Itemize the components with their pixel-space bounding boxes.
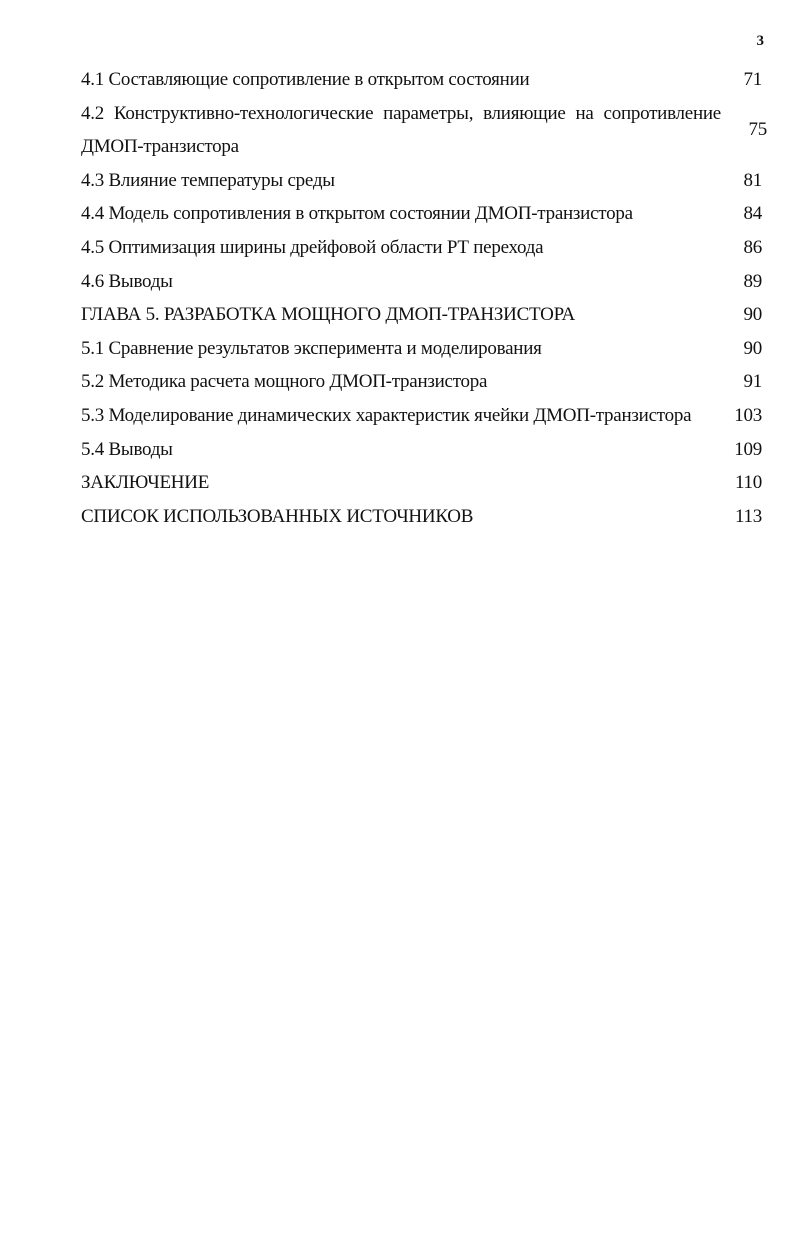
toc-entry-chapter-5 — [81, 298, 762, 332]
toc-entry-title: 4.6 Выводы — [81, 270, 173, 292]
toc-entry-title: 5.3 Моделирование динамических характеристик ячейки ДМОП-транзистора — [81, 404, 692, 426]
toc-entry-page: 90 — [743, 337, 762, 359]
toc-entry-5-2 — [81, 365, 762, 399]
toc-entry-page: 81 — [743, 169, 762, 191]
toc-entry-title: 4.2 Конструктивно-технологические параметры, влияющие на сопротивление ДМОП-транзистора — [81, 102, 721, 158]
toc-entry-page: 71 — [743, 69, 762, 90]
toc-entry-title: 5.2 Методика расчета мощного ДМОП-транзистора — [81, 371, 488, 393]
toc-entry-page: 109 — [734, 438, 762, 460]
toc-entry-4-6 — [81, 265, 762, 299]
toc-entry-4-5 — [81, 231, 762, 265]
toc-entry-title: 5.4 Выводы — [81, 438, 173, 460]
toc-entry-4-1 — [81, 63, 762, 97]
toc-entry-page: 91 — [743, 371, 762, 393]
toc-entry-title: 4.4 Модель сопротивления в открытом состоянии ДМОП-транзистора — [81, 203, 633, 225]
toc-entry-page: 84 — [743, 203, 762, 225]
toc-entry-title: ГЛАВА 5. РАЗРАБОТКА МОЩНОГО ДМОП-ТРАНЗИСТОРА — [81, 304, 575, 326]
toc-entry-page: 90 — [743, 304, 762, 326]
toc-entry-title: 5.1 Сравнение результатов эксперимента и моделирования — [81, 337, 542, 359]
toc-entry-page: 75 — [748, 119, 767, 141]
toc-entry-5-1 — [81, 332, 762, 366]
toc-entry-page: 113 — [734, 505, 762, 527]
toc-entry-page: 89 — [743, 270, 762, 292]
toc-entry-page: 86 — [743, 236, 762, 258]
toc-entry-page: 103 — [734, 404, 762, 426]
toc-entry-title: СПИСОК ИСПОЛЬЗОВАННЫХ ИСТОЧНИКОВ — [81, 505, 474, 527]
toc-entry-title: ЗАКЛЮЧЕНИЕ — [81, 472, 210, 494]
toc-entry-title: 4.3 Влияние температуры среды — [81, 169, 335, 191]
toc-entry-5-3 — [81, 399, 762, 433]
toc-entry-title: 4.5 Оптимизация ширины дрейфовой области РТ перехода — [81, 236, 544, 258]
toc-entry-4-3 — [81, 164, 762, 198]
toc-entry-page: 110 — [734, 472, 762, 494]
toc-entry-4-2 — [81, 97, 767, 164]
toc-entry-conclusion — [81, 466, 762, 500]
toc-entry-5-4 — [81, 433, 762, 467]
table-of-contents — [81, 63, 767, 533]
toc-entry-4-4 — [81, 197, 762, 231]
toc-entry-title: 4.1 Составляющие сопротивление в открытом состоянии — [81, 69, 530, 90]
page-number: 3 — [756, 33, 764, 49]
toc-entry-references — [81, 500, 762, 534]
